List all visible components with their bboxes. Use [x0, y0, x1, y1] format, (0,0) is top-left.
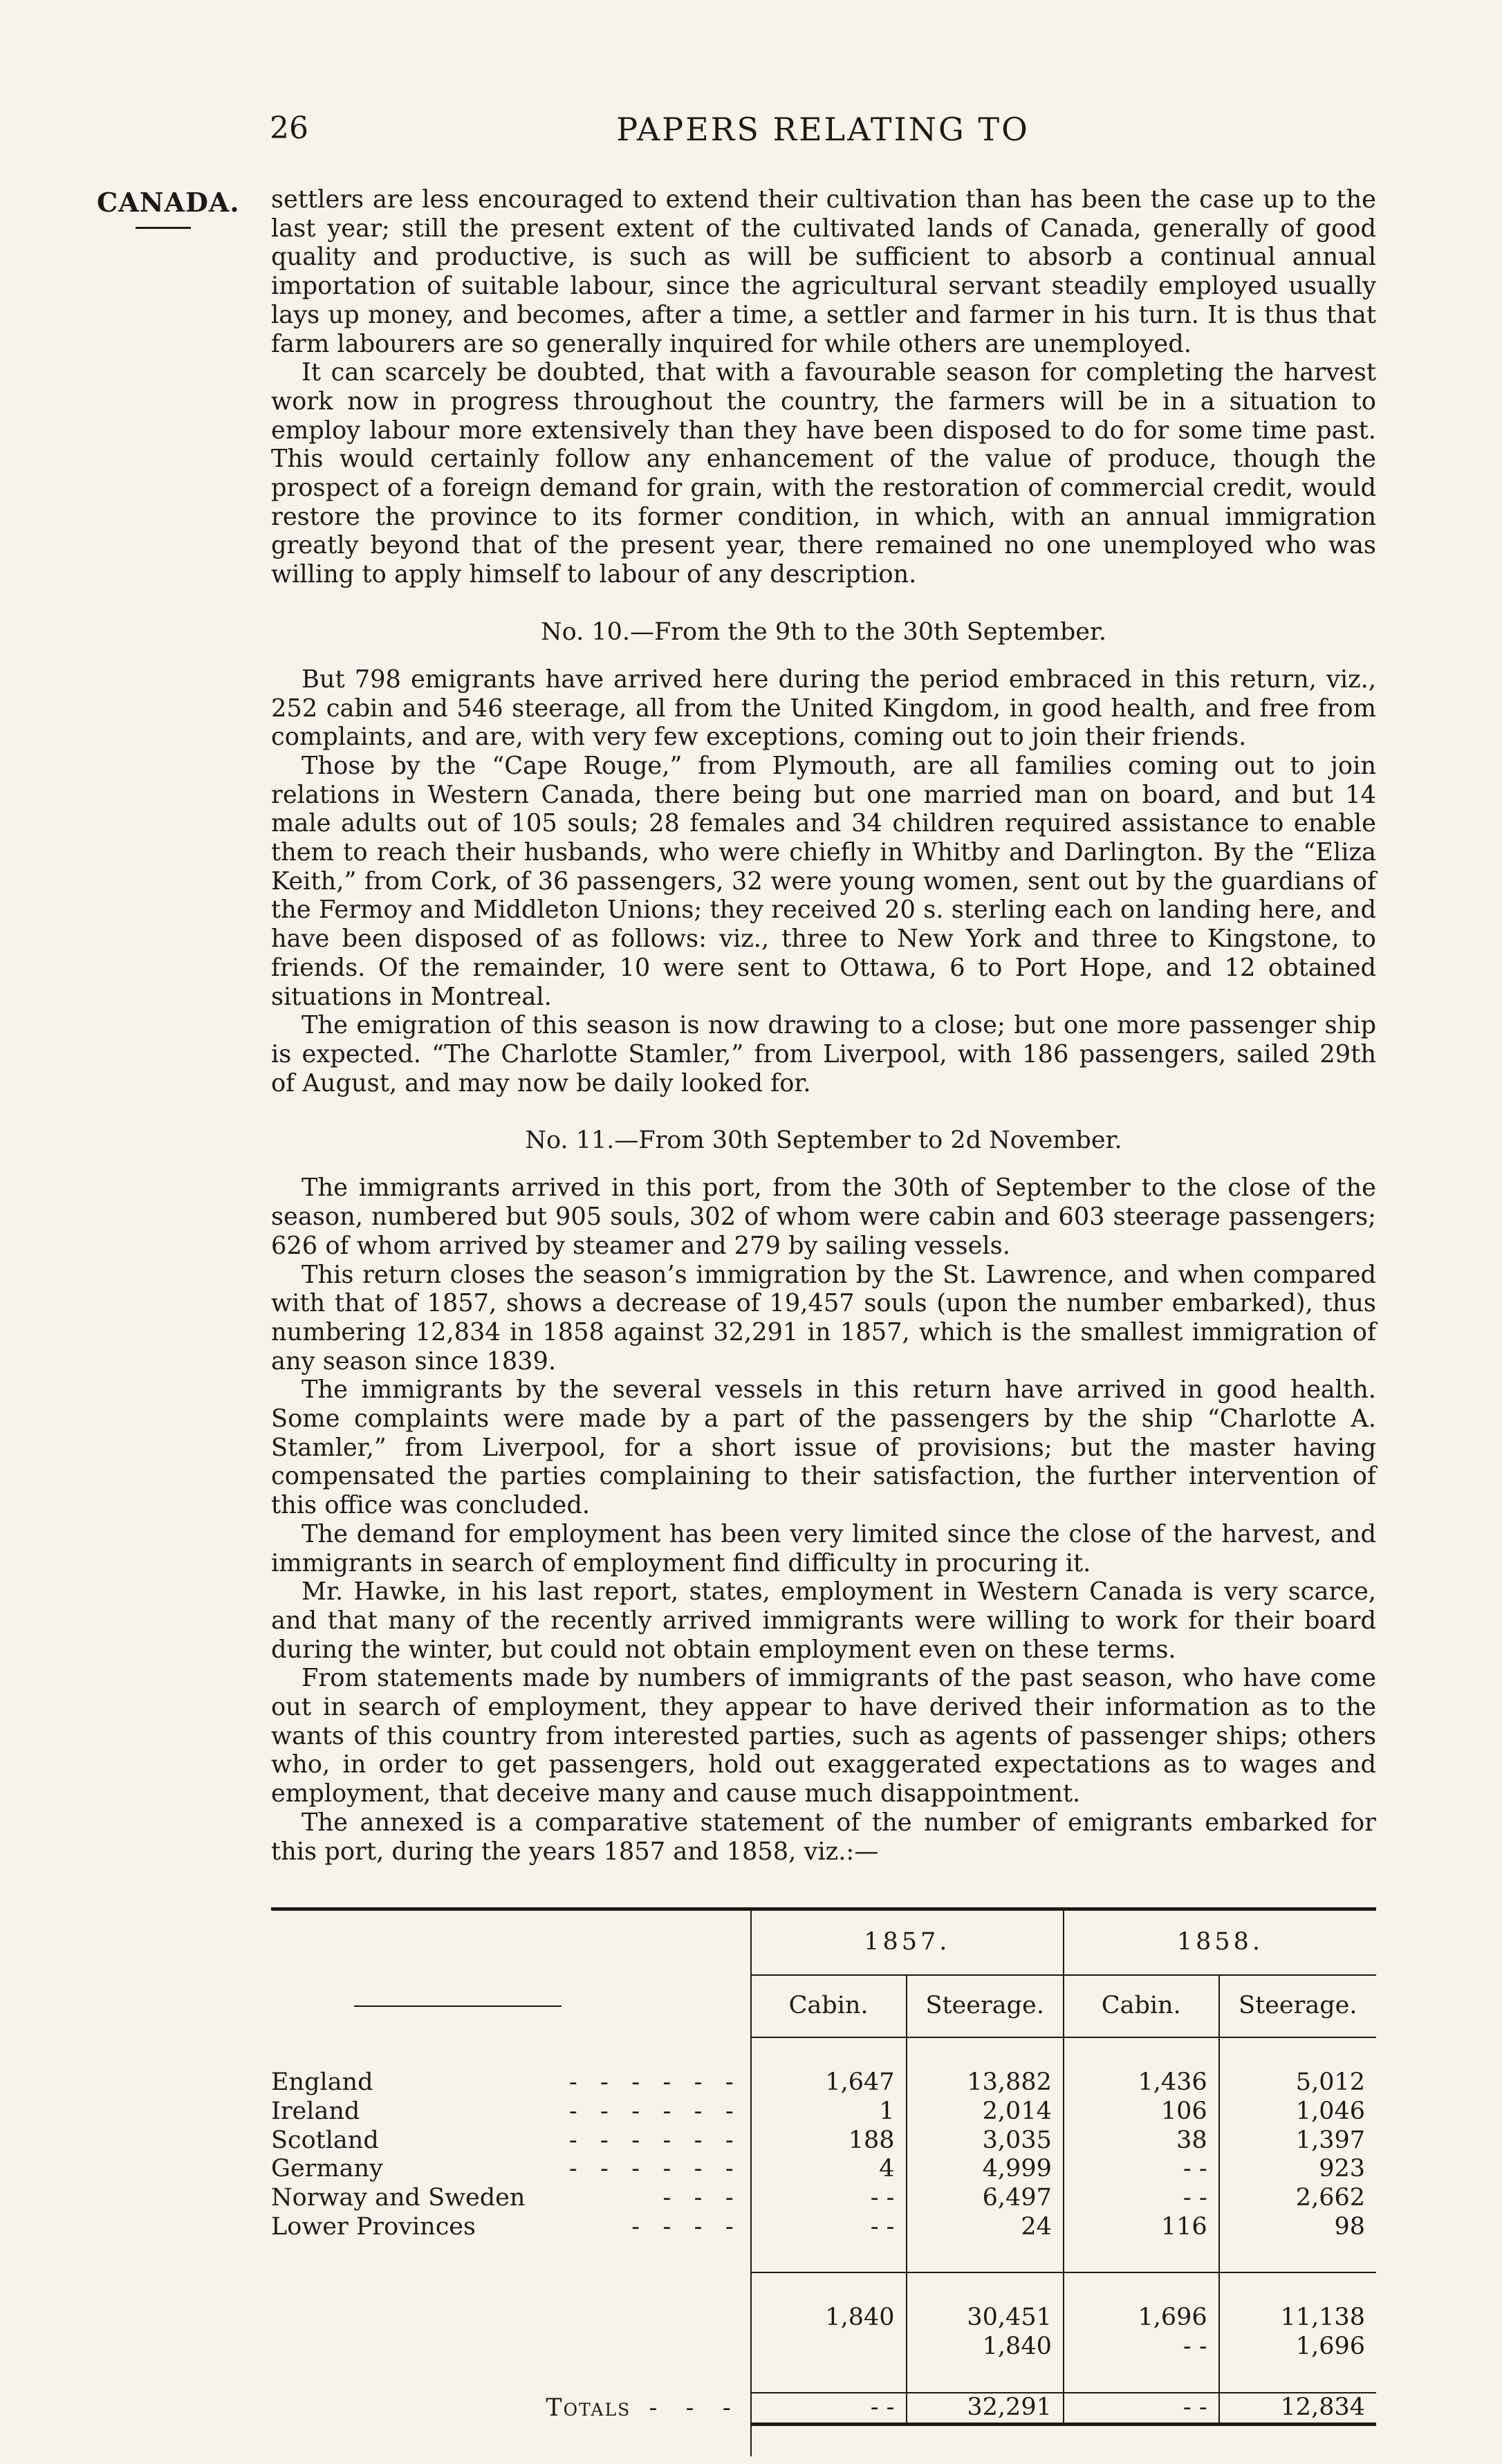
row-label: Lower Provinces — [271, 2212, 476, 2241]
row-label: Germany — [271, 2155, 383, 2183]
cell-cabin-1858: - - — [1064, 2184, 1219, 2213]
cell-steerage-1857: 4,999 — [907, 2155, 1064, 2184]
cell-steerage-1857: 24 — [907, 2213, 1064, 2242]
cell-steerage-1858: 1,397 — [1219, 2127, 1376, 2156]
table-corner — [271, 1909, 751, 1976]
table-row: England - - - - - - 1,647 13,882 1,436 5,012 — [271, 2068, 1376, 2097]
paragraph: The immigrants arrived in this port, from the 30th of September to the close of the season, numbered but 905 souls, 302 of whom were cabin and 603 steerage passengers; 626 of whom arrived by steamer and 279 by sailing vessels. — [271, 1174, 1376, 1260]
cell-cabin-1857: 1 — [751, 2097, 907, 2127]
cell-cabin-1857: 4 — [751, 2155, 907, 2184]
subtotal-steerage-1858: 11,138 — [1219, 2304, 1376, 2333]
cell-steerage-1858: 98 — [1219, 2213, 1376, 2242]
totals-label: Totals — [546, 2393, 631, 2422]
cell-cabin-1858: - - — [1064, 2155, 1219, 2184]
table-row: Scotland - - - - - - 188 3,035 38 1,397 — [271, 2127, 1376, 2156]
col-header-cabin-1857: Cabin. — [751, 1975, 907, 2037]
subtotal-steerage-1857: 30,451 — [907, 2304, 1064, 2333]
row-label: Norway and Sweden — [271, 2184, 526, 2212]
paragraph: The immigrants by the several vessels in this return have arrived in good health. Some complaints were made by a part of the passengers by the ship “Charlotte A. Stamler,” from Liverpool, for a short issue of provisions; but the master having compensated the parties complaining to their satisfaction, the further intervention of this office was concluded. — [271, 1375, 1376, 1520]
subtotal-cabin-1858: 1,696 — [1064, 2304, 1219, 2333]
cell-steerage-1858: 5,012 — [1219, 2068, 1376, 2097]
section-heading-11: No. 11.—From 30th September to 2d November. — [525, 1127, 1122, 1155]
paragraph: Mr. Hawke, in his last report, states, employment in Western Canada is very scarce, and that many of the recently arrived immigrants were willing to work for their board during the winter, but could not obtain employment even on these terms. — [271, 1577, 1376, 1664]
cell-cabin-1858: 116 — [1064, 2213, 1219, 2242]
carried-row — [271, 2333, 1376, 2362]
cell-steerage-1857: 2,014 — [907, 2097, 1064, 2127]
cell-steerage-1857: 6,497 — [907, 2184, 1064, 2213]
cell-steerage-1858: 2,662 — [1219, 2184, 1376, 2213]
year-header-1858: 1858. — [1064, 1909, 1376, 1976]
cell-cabin-1857: - - — [751, 2184, 907, 2213]
table-row: Norway and Sweden - - - - - 6,497 - - 2,662 — [271, 2184, 1376, 2213]
totals-steerage-1857: 32,291 — [907, 2393, 1064, 2424]
emigration-table-wrap — [271, 1907, 1376, 2456]
cell-steerage-1857: 3,035 — [907, 2127, 1064, 2156]
totals-row: Totals - - - - - 32,291 - - 12,834 — [271, 2393, 1376, 2424]
paragraph: The annexed is a comparative statement of the number of emigrants embarked for this port, during the years 1857 and 1858, viz.:— — [271, 1808, 1376, 1866]
cell-cabin-1858: 1,436 — [1064, 2068, 1219, 2097]
totals-cabin-1858: - - — [1064, 2393, 1219, 2424]
paragraph: The demand for employment has been very limited since the close of the harvest, and immigrants in search of employment find difficulty in procuring it. — [271, 1519, 1376, 1577]
carried-cabin-1858: - - — [1064, 2333, 1219, 2362]
col-header-steerage-1858: Steerage. — [1219, 1975, 1376, 2037]
row-label: England — [271, 2068, 373, 2097]
col-header-cabin-1858: Cabin. — [1064, 1975, 1219, 2037]
cell-steerage-1858: 923 — [1219, 2155, 1376, 2184]
cell-cabin-1858: 106 — [1064, 2097, 1219, 2127]
cell-cabin-1858: 38 — [1064, 2127, 1219, 2156]
section-heading-10: No. 10.—From the 9th to the 30th September. — [540, 618, 1106, 646]
col-header-steerage-1857: Steerage. — [907, 1975, 1064, 2037]
totals-cabin-1857: - - — [751, 2393, 907, 2424]
row-label: Scotland — [271, 2126, 379, 2154]
carried-steerage-1858: 1,696 — [1219, 2333, 1376, 2362]
paragraph: But 798 emigrants have arrived here during the period embraced in this return, viz., 252 cabin and 546 steerage, all from the United Kingdom, in good health, and free from complaints, and are, with very few exceptions, coming out to join their friends. — [271, 665, 1376, 752]
cell-steerage-1857: 13,882 — [907, 2068, 1064, 2097]
table-row: Germany - - - - - - 4 4,999 - - 923 — [271, 2155, 1376, 2184]
paragraph: From statements made by numbers of immigrants of the past season, who have come out in search of employment, they appear to have derived their information as to the wants of this country from interested parties, such as agents of passenger ships; others who, in order to get passengers, hold out exaggerated expectations as to wages and employment, that deceive many and cause much disappointment. — [271, 1664, 1376, 1808]
page-header — [270, 111, 1376, 159]
paragraph: This return closes the season’s immigration by the St. Lawrence, and when compared with that of 1857, shows a decrease of 19,457 souls (upon the number embarked), thus numbering 12,834 in 1858 against 32,291 in 1857, which is the smallest immigration of any season since 1839. — [271, 1260, 1376, 1375]
paragraph: It can scarcely be doubted, that with a favourable season for completing the harvest work now in progress throughout the country, the farmers will be in a situation to employ labour more extensively than they have been disposed to do for some time past. This would certainly follow any enhancement of the value of produce, though the prospect of a foreign demand for grain, with the restoration of commercial credit, would restore the province to its former condition, in which, with an annual immigration greatly beyond that of the present year, there remained no one unemployed who was willing to apply himself to labour of any description. — [271, 358, 1376, 589]
running-head: PAPERS RELATING TO — [616, 111, 1030, 148]
year-header-1857: 1857. — [751, 1909, 1064, 1976]
page-body — [271, 185, 1376, 2456]
cell-cabin-1857: - - — [751, 2213, 907, 2242]
paragraph: Those by the “Cape Rouge,” from Plymouth, are all families coming out to join relations in Western Canada, there being but one married man on board, and but 14 male adults out of 105 souls; 28 females and 34 children required assistance to enable them to reach their husbands, who were chiefly in Whitby and Darlington. By the “Eliza Keith,” from Cork, of 36 passengers, 32 were young women, sent out by the guardians of the Fermoy and Middleton Unions; they received 20 s. sterling each on landing here, and have been disposed of as follows: viz., three to New York and three to Kingstone, to friends. Of the remainder, 10 were sent to Ottawa, 6 to Port Hope, and 12 obtained situations in Montreal. — [271, 751, 1376, 1011]
carried-steerage-1857: 1,840 — [907, 2333, 1064, 2362]
table-row: Lower Provinces - - - - - - 24 116 98 — [271, 2213, 1376, 2242]
totals-steerage-1858: 12,834 — [1219, 2393, 1376, 2424]
side-label: CANADA. — [97, 187, 240, 218]
side-label-rule — [136, 227, 191, 229]
cell-steerage-1858: 1,046 — [1219, 2097, 1376, 2127]
paragraph: settlers are less encouraged to extend their cultivation than has been the case up to the last year; still the present extent of the cultivated lands of Canada, generally of good quality and productive, is such as will be sufficient to absorb a continual annual importation of suitable labour, since the agricultural servant steadily employed usually lays up money, and becomes, after a time, a settler and farmer in his turn. It is thus that farm labourers are so generally inquired for while others are unemployed. — [271, 185, 1376, 358]
row-label: Ireland — [271, 2097, 360, 2125]
subtotal-cabin-1857: 1,840 — [751, 2304, 907, 2333]
cell-cabin-1857: 1,647 — [751, 2068, 907, 2097]
paragraph: The emigration of this season is now drawing to a close; but one more passenger ship is expected. “The Charlotte Stamler,” from Liverpool, with 186 passengers, sailed 29th of August, and may now be daily looked for. — [271, 1011, 1376, 1097]
cell-cabin-1857: 188 — [751, 2127, 907, 2156]
subtotal-row — [271, 2304, 1376, 2333]
table-row: Ireland - - - - - - 1 2,014 106 1,046 — [271, 2097, 1376, 2127]
label-header — [271, 1975, 751, 2037]
page-number: 26 — [270, 111, 308, 146]
emigration-table — [271, 1907, 1376, 2456]
